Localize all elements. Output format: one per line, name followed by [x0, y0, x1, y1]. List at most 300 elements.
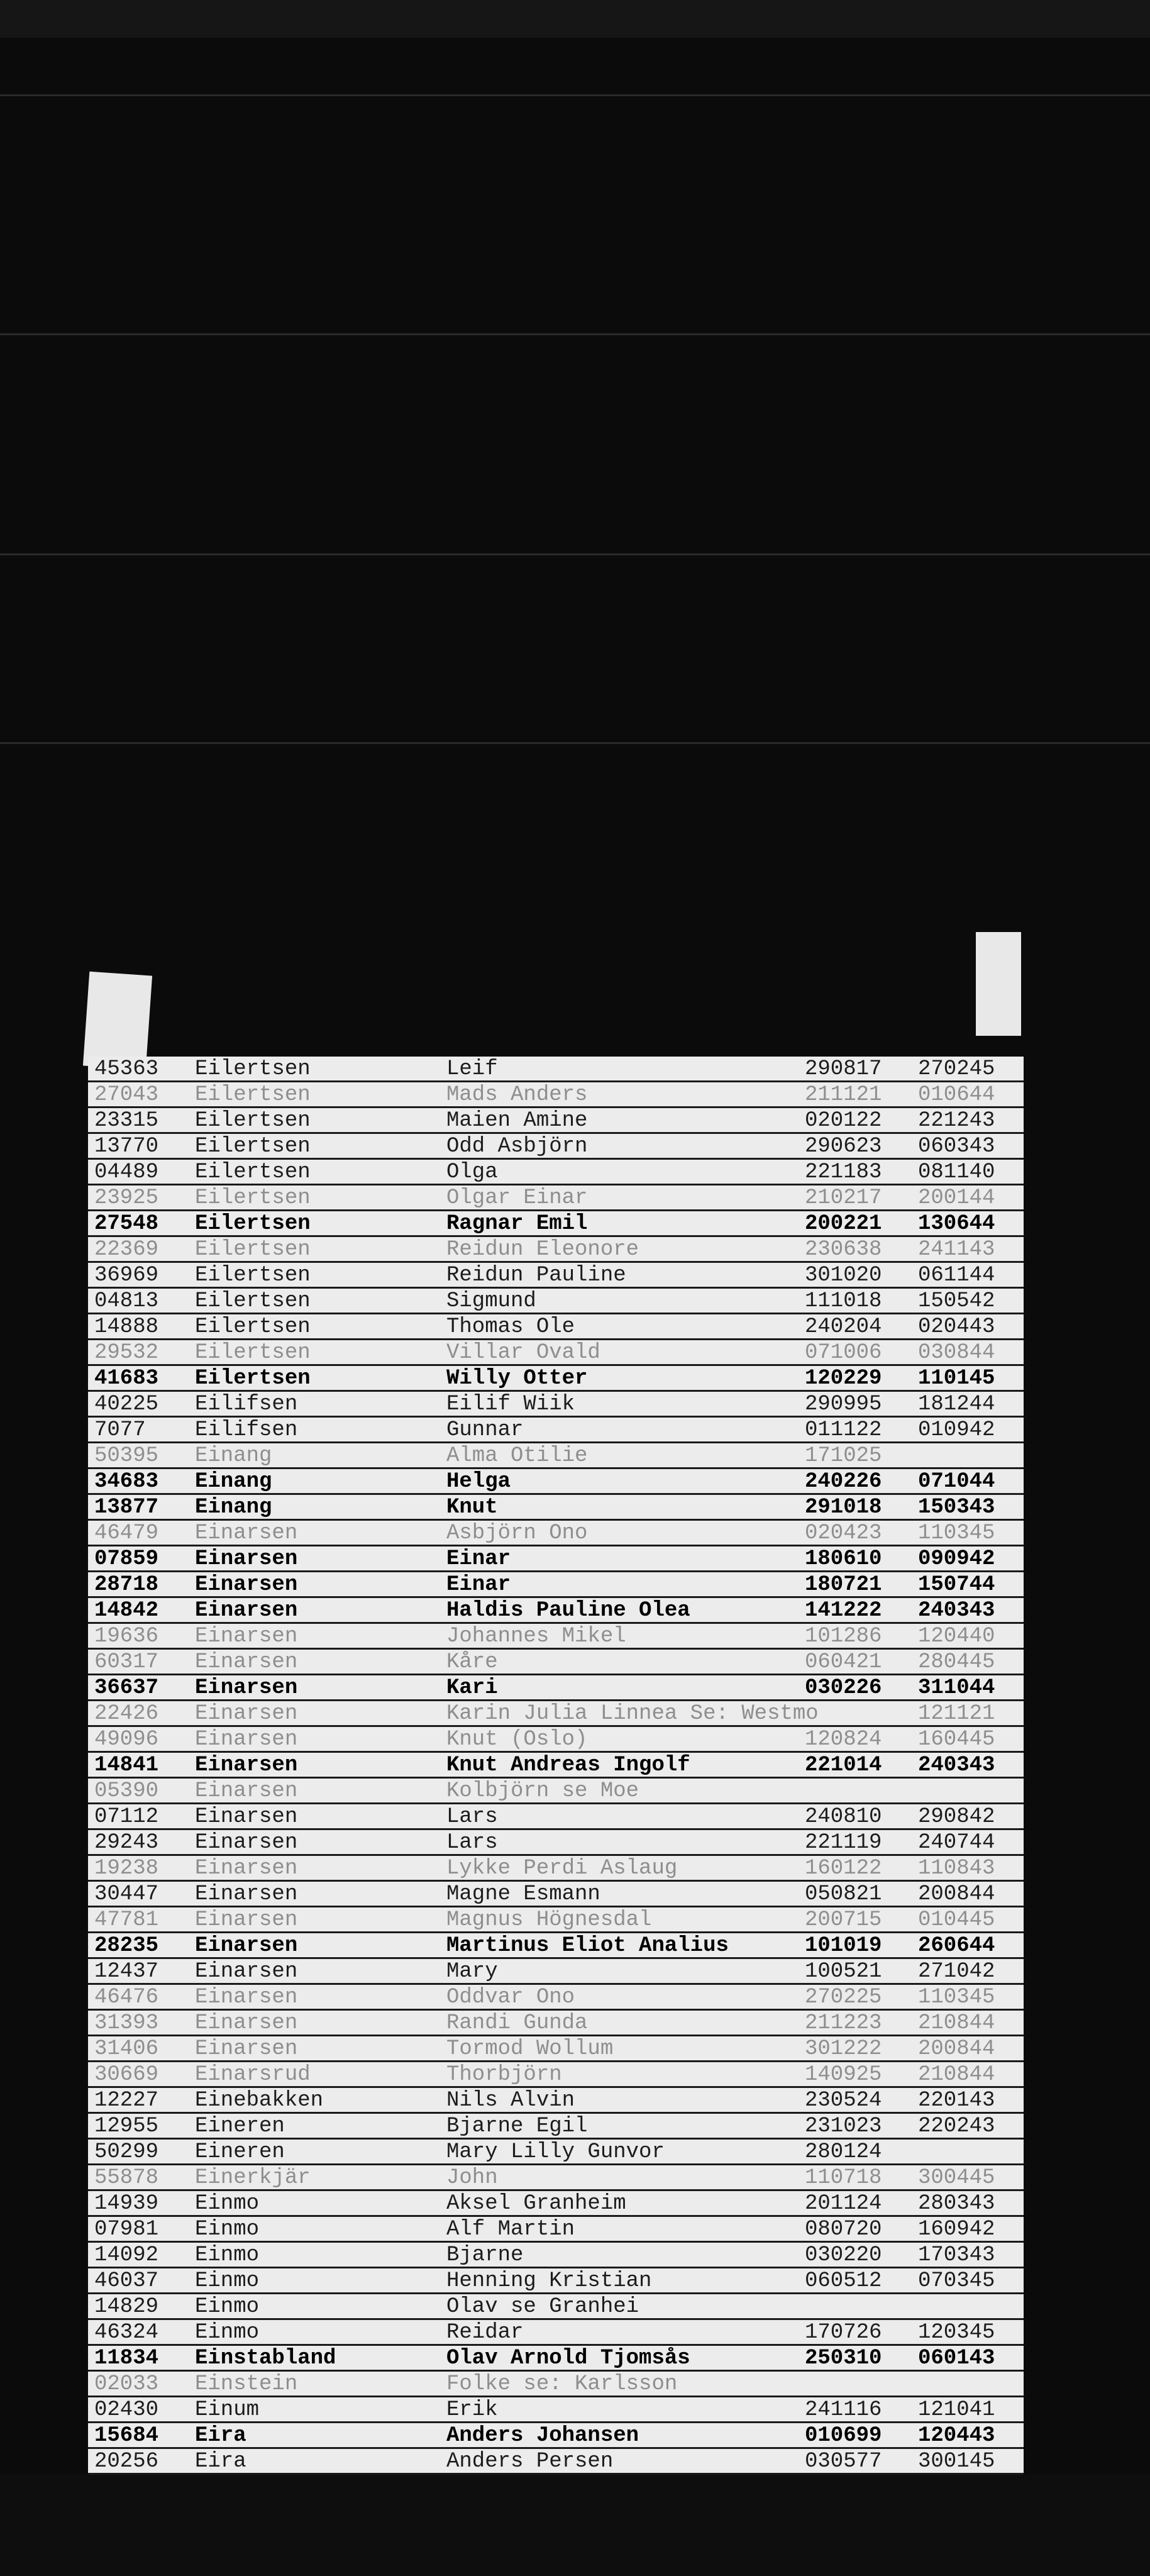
record-date-1: 011122	[805, 1418, 882, 1442]
index-card-sheet	[88, 1057, 1024, 2475]
record-id: 22369	[94, 1238, 159, 1262]
record-date-1: 211223	[805, 2011, 882, 2035]
record-date-2: 121121	[918, 1702, 995, 1726]
record-id: 23315	[94, 1109, 159, 1133]
record-id: 31393	[94, 2011, 159, 2035]
record-row	[88, 1443, 1024, 1469]
record-date-2: 070345	[918, 2269, 995, 2293]
record-date-1: 221014	[805, 1753, 882, 1777]
record-date-1: 210217	[805, 1186, 882, 1210]
record-id: 07981	[94, 2218, 159, 2241]
record-given-names: Thorbjörn	[446, 2063, 562, 2087]
record-row	[88, 1185, 1024, 1211]
record-id: 14841	[94, 1753, 159, 1777]
record-row	[88, 1985, 1024, 2011]
record-given-names: Tormod Wollum	[446, 2037, 614, 2061]
record-id: 14842	[94, 1599, 159, 1623]
record-given-names: Maien Amine	[446, 1109, 588, 1133]
record-given-names: Villar Ovald	[446, 1341, 600, 1365]
record-date-2: 150343	[918, 1496, 995, 1519]
record-given-names: Bjarne Egil	[446, 2114, 588, 2138]
record-surname: Eilertsen	[195, 1263, 311, 1287]
record-row	[88, 1366, 1024, 1392]
record-date-1: 301020	[805, 1263, 882, 1287]
record-given-names: Erik	[446, 2398, 498, 2422]
record-surname: Einarsen	[195, 1521, 298, 1545]
record-date-1: 080720	[805, 2218, 882, 2241]
record-date-1: 120229	[805, 1367, 882, 1391]
record-id: 47781	[94, 1908, 159, 1932]
record-id: 46324	[94, 2321, 159, 2345]
record-given-names: Magne Esmann	[446, 1882, 600, 1906]
record-id: 15684	[94, 2424, 159, 2448]
record-date-1: 290995	[805, 1392, 882, 1416]
record-date-2: 170343	[918, 2243, 995, 2267]
record-date-1: 240810	[805, 1805, 882, 1829]
record-given-names: Martinus Eliot Analius	[446, 1934, 729, 1958]
record-date-2: 200844	[918, 1882, 995, 1906]
record-date-2: 260644	[918, 1934, 995, 1958]
record-row	[88, 1160, 1024, 1185]
record-date-2: 311044	[918, 1676, 995, 1700]
record-date-2: 060143	[918, 2346, 995, 2370]
record-given-names: Alma Otilie	[446, 1444, 588, 1468]
record-date-2: 130644	[918, 1212, 995, 1236]
record-date-1: 230638	[805, 1238, 882, 1262]
record-surname: Eira	[195, 2450, 246, 2473]
record-date-2: 210844	[918, 2063, 995, 2087]
record-date-1: 231023	[805, 2114, 882, 2138]
record-given-names: Nils Alvin	[446, 2089, 575, 2112]
record-date-2: 010644	[918, 1083, 995, 1107]
record-row	[88, 2114, 1024, 2140]
record-date-1: 010699	[805, 2424, 882, 2448]
record-date-1: 221119	[805, 1831, 882, 1855]
record-date-1: 241116	[805, 2398, 882, 2422]
record-given-names: Magnus Högnesdal	[446, 1908, 652, 1932]
record-date-2: 181244	[918, 1392, 995, 1416]
record-date-1: 030226	[805, 1676, 882, 1700]
record-date-2: 200844	[918, 2037, 995, 2061]
record-given-names: Bjarne	[446, 2243, 524, 2267]
record-row	[88, 2165, 1024, 2191]
record-id: 12955	[94, 2114, 159, 2138]
record-surname: Eineren	[195, 2140, 285, 2164]
record-surname: Einum	[195, 2398, 260, 2422]
record-date-1: 060512	[805, 2269, 882, 2293]
record-date-2: 160942	[918, 2218, 995, 2241]
record-date-2: 061144	[918, 1263, 995, 1287]
record-row	[88, 1856, 1024, 1882]
record-surname: Eilertsen	[195, 1341, 311, 1365]
record-id: 07859	[94, 1547, 159, 1571]
record-date-1: 050821	[805, 1882, 882, 1906]
record-date-1: 200715	[805, 1908, 882, 1932]
record-row	[88, 1727, 1024, 1753]
record-row	[88, 1289, 1024, 1314]
record-surname: Einstein	[195, 2372, 298, 2396]
record-date-2: 110843	[918, 1857, 995, 1880]
scan-scratch	[0, 553, 1150, 555]
record-surname: Einstabland	[195, 2346, 336, 2370]
record-id: 02033	[94, 2372, 159, 2396]
record-date-1: 101019	[805, 1934, 882, 1958]
record-given-names: Ragnar Emil	[446, 1212, 588, 1236]
record-id: 14092	[94, 2243, 159, 2267]
record-surname: Einarsen	[195, 1805, 298, 1829]
record-row	[88, 1650, 1024, 1675]
record-surname: Einarsen	[195, 1599, 298, 1623]
record-id: 11834	[94, 2346, 159, 2370]
record-surname: Einarsrud	[195, 2063, 311, 2087]
record-date-2: 120440	[918, 1624, 995, 1648]
record-surname: Eilertsen	[195, 1057, 311, 1081]
record-given-names: Thomas Ole	[446, 1315, 575, 1339]
record-id: 55878	[94, 2166, 159, 2190]
record-row	[88, 2011, 1024, 2036]
record-row	[88, 1882, 1024, 1907]
record-id: 12437	[94, 1960, 159, 1984]
record-given-names: Lars	[446, 1831, 498, 1855]
record-given-names: Eilif Wiik	[446, 1392, 575, 1416]
record-date-1: 240226	[805, 1470, 882, 1494]
record-date-2: 150542	[918, 1289, 995, 1313]
record-surname: Einmo	[195, 2192, 260, 2216]
record-date-1: 280124	[805, 2140, 882, 2164]
record-id: 28235	[94, 1934, 159, 1958]
record-date-1: 250310	[805, 2346, 882, 2370]
record-given-names: Anders Johansen	[446, 2424, 639, 2448]
scan-scratch	[0, 742, 1150, 744]
record-date-2: 200144	[918, 1186, 995, 1210]
record-given-names: Kolbjörn se Moe	[446, 1779, 639, 1803]
record-id: 02430	[94, 2398, 159, 2422]
record-surname: Einebakken	[195, 2089, 324, 2112]
record-row	[88, 1418, 1024, 1443]
record-row	[88, 1469, 1024, 1495]
record-surname: Einarsen	[195, 1779, 298, 1803]
record-surname: Einarsen	[195, 1908, 298, 1932]
record-date-2: 120345	[918, 2321, 995, 2345]
record-surname: Einmo	[195, 2243, 260, 2267]
record-given-names: Olav se Granhei	[446, 2295, 639, 2319]
record-given-names: Leif	[446, 1057, 498, 1081]
record-id: 22426	[94, 1702, 159, 1726]
record-given-names: Knut Andreas Ingolf	[446, 1753, 690, 1777]
record-row	[88, 2036, 1024, 2062]
record-row	[88, 1263, 1024, 1289]
record-surname: Einarsen	[195, 1960, 298, 1984]
record-date-1: 020122	[805, 1109, 882, 1133]
record-row	[88, 2268, 1024, 2294]
record-date-2: 280445	[918, 1650, 995, 1674]
record-id: 07112	[94, 1805, 159, 1829]
record-id: 13770	[94, 1135, 159, 1158]
record-given-names: Knut	[446, 1496, 498, 1519]
record-date-2: 270245	[918, 1057, 995, 1081]
record-row	[88, 1701, 1024, 1727]
record-date-2: 240343	[918, 1599, 995, 1623]
record-id: 30447	[94, 1882, 159, 1906]
record-id: 13877	[94, 1496, 159, 1519]
record-given-names: Mary	[446, 1960, 498, 1984]
record-row	[88, 1907, 1024, 1933]
record-given-names: Kåre	[446, 1650, 498, 1674]
record-id: 14939	[94, 2192, 159, 2216]
record-given-names: Olgar Einar	[446, 1186, 588, 1210]
record-given-names: Reidun Eleonore	[446, 1238, 639, 1262]
record-date-1: 111018	[805, 1289, 882, 1313]
record-row	[88, 1082, 1024, 1108]
scan-scratch	[0, 94, 1150, 96]
record-id: 60317	[94, 1650, 159, 1674]
record-date-1: 211121	[805, 1083, 882, 1107]
record-given-names: Karin Julia Linnea Se: Westmo	[446, 1702, 819, 1726]
record-date-2: 121041	[918, 2398, 995, 2422]
record-date-2: 120443	[918, 2424, 995, 2448]
record-surname: Eilertsen	[195, 1083, 311, 1107]
record-row	[88, 1804, 1024, 1830]
record-given-names: Lykke Perdi Aslaug	[446, 1857, 678, 1880]
record-given-names: Folke se: Karlsson	[446, 2372, 678, 2396]
record-id: 46479	[94, 1521, 159, 1545]
record-surname: Eira	[195, 2424, 246, 2448]
record-given-names: Haldis Pauline Olea	[446, 1599, 690, 1623]
record-row	[88, 2320, 1024, 2346]
record-row	[88, 1211, 1024, 1237]
record-given-names: Helga	[446, 1470, 511, 1494]
record-given-names: Henning Kristian	[446, 2269, 652, 2293]
record-id: 29243	[94, 1831, 159, 1855]
record-date-1: 240204	[805, 1315, 882, 1339]
record-row	[88, 1572, 1024, 1598]
scan-scratch	[0, 333, 1150, 335]
record-date-2: 290842	[918, 1805, 995, 1829]
record-id: 30669	[94, 2063, 159, 2087]
record-surname: Einmo	[195, 2321, 260, 2345]
record-date-2: 300145	[918, 2450, 995, 2473]
record-id: 7077	[94, 1418, 146, 1442]
scan-bottom-edge	[0, 2475, 1150, 2576]
record-date-1: 120824	[805, 1728, 882, 1752]
record-surname: Eilertsen	[195, 1135, 311, 1158]
record-surname: Einarsen	[195, 1985, 298, 2009]
record-surname: Einarsen	[195, 1547, 298, 1571]
record-given-names: Reidar	[446, 2321, 524, 2345]
record-row	[88, 1546, 1024, 1572]
record-surname: Einarsen	[195, 2011, 298, 2035]
record-date-1: 030577	[805, 2450, 882, 2473]
scan-band-top	[0, 0, 1150, 38]
record-row	[88, 1108, 1024, 1134]
record-date-2: 030844	[918, 1341, 995, 1365]
record-given-names: Sigmund	[446, 1289, 536, 1313]
record-surname: Eilertsen	[195, 1160, 311, 1184]
record-surname: Eilertsen	[195, 1186, 311, 1210]
record-id: 41683	[94, 1367, 159, 1391]
record-date-1: 141222	[805, 1599, 882, 1623]
record-surname: Eilertsen	[195, 1289, 311, 1313]
record-date-1: 020423	[805, 1521, 882, 1545]
record-row	[88, 1753, 1024, 1779]
record-given-names: Reidun Pauline	[446, 1263, 626, 1287]
record-date-2: 300445	[918, 2166, 995, 2190]
record-surname: Eilertsen	[195, 1109, 311, 1133]
record-date-2: 010942	[918, 1418, 995, 1442]
record-surname: Eilertsen	[195, 1315, 311, 1339]
index-card-tab-left	[83, 972, 152, 1070]
record-surname: Einarsen	[195, 1934, 298, 1958]
record-date-1: 290623	[805, 1135, 882, 1158]
record-surname: Einarsen	[195, 1728, 298, 1752]
record-surname: Einmo	[195, 2269, 260, 2293]
record-id: 27548	[94, 1212, 159, 1236]
record-id: 46037	[94, 2269, 159, 2293]
record-given-names: Asbjörn Ono	[446, 1521, 588, 1545]
record-date-1: 180721	[805, 1573, 882, 1597]
record-date-1: 060421	[805, 1650, 882, 1674]
record-date-1: 301222	[805, 2037, 882, 2061]
record-surname: Eilifsen	[195, 1392, 298, 1416]
record-row	[88, 2372, 1024, 2397]
record-surname: Einarsen	[195, 1857, 298, 1880]
record-given-names: Mads Anders	[446, 1083, 588, 1107]
record-id: 40225	[94, 1392, 159, 1416]
record-given-names: Odd Asbjörn	[446, 1135, 588, 1158]
record-surname: Einarsen	[195, 2037, 298, 2061]
record-date-1: 230524	[805, 2089, 882, 2112]
record-row	[88, 1340, 1024, 1366]
record-given-names: Knut (Oslo)	[446, 1728, 588, 1752]
record-date-2: 240744	[918, 1831, 995, 1855]
record-row	[88, 1521, 1024, 1546]
record-id: 05390	[94, 1779, 159, 1803]
record-id: 19636	[94, 1624, 159, 1648]
record-surname: Eilifsen	[195, 1418, 298, 1442]
record-id: 36637	[94, 1676, 159, 1700]
record-date-2: 241143	[918, 1238, 995, 1262]
record-given-names: Einar	[446, 1573, 511, 1597]
record-surname: Einarsen	[195, 1573, 298, 1597]
record-date-1: 170726	[805, 2321, 882, 2345]
record-given-names: John	[446, 2166, 498, 2190]
record-given-names: Johannes Mikel	[446, 1624, 626, 1648]
record-row	[88, 2346, 1024, 2372]
record-row	[88, 1830, 1024, 1856]
record-row	[88, 1237, 1024, 1263]
record-id: 19238	[94, 1857, 159, 1880]
record-row	[88, 1057, 1024, 1082]
record-date-2: 271042	[918, 1960, 995, 1984]
record-given-names: Alf Martin	[446, 2218, 575, 2241]
record-surname: Einang	[195, 1496, 272, 1519]
record-surname: Eilertsen	[195, 1238, 311, 1262]
record-given-names: Einar	[446, 1547, 511, 1571]
record-row	[88, 2062, 1024, 2088]
record-date-2: 210844	[918, 2011, 995, 2035]
record-surname: Einmo	[195, 2218, 260, 2241]
record-id: 31406	[94, 2037, 159, 2061]
record-row	[88, 1392, 1024, 1418]
record-date-2: 020443	[918, 1315, 995, 1339]
record-id: 28718	[94, 1573, 159, 1597]
record-date-1: 291018	[805, 1496, 882, 1519]
record-date-2: 071044	[918, 1470, 995, 1494]
record-date-2: 150744	[918, 1573, 995, 1597]
record-given-names: Kari	[446, 1676, 498, 1700]
record-id: 12227	[94, 2089, 159, 2112]
record-row	[88, 1933, 1024, 1959]
record-surname: Einmo	[195, 2295, 260, 2319]
record-surname: Einang	[195, 1444, 272, 1468]
record-id: 20256	[94, 2450, 159, 2473]
record-row	[88, 2294, 1024, 2320]
record-given-names: Lars	[446, 1805, 498, 1829]
record-date-1: 100521	[805, 1960, 882, 1984]
record-date-1: 221183	[805, 1160, 882, 1184]
record-date-1: 030220	[805, 2243, 882, 2267]
record-surname: Eilertsen	[195, 1367, 311, 1391]
record-given-names: Olav Arnold Tjomsås	[446, 2346, 690, 2370]
record-row	[88, 2243, 1024, 2268]
record-date-1: 140925	[805, 2063, 882, 2087]
record-row	[88, 1314, 1024, 1340]
record-date-1: 200221	[805, 1212, 882, 1236]
record-surname: Einarsen	[195, 1753, 298, 1777]
record-id: 14888	[94, 1315, 159, 1339]
record-date-1: 110718	[805, 2166, 882, 2190]
record-given-names: Anders Persen	[446, 2450, 614, 2473]
record-surname: Eineren	[195, 2114, 285, 2138]
record-date-2: 081140	[918, 1160, 995, 1184]
record-date-2: 221243	[918, 1109, 995, 1133]
record-id: 36969	[94, 1263, 159, 1287]
record-date-2: 010445	[918, 1908, 995, 1932]
record-surname: Einarsen	[195, 1831, 298, 1855]
record-date-2: 240343	[918, 1753, 995, 1777]
record-surname: Einarsen	[195, 1676, 298, 1700]
record-id: 46476	[94, 1985, 159, 2009]
record-row	[88, 2423, 1024, 2449]
record-date-1: 071006	[805, 1341, 882, 1365]
record-date-2: 110145	[918, 1367, 995, 1391]
record-id: 34683	[94, 1470, 159, 1494]
index-card-tab-right	[976, 932, 1021, 1036]
record-date-1: 290817	[805, 1057, 882, 1081]
record-date-2: 090942	[918, 1547, 995, 1571]
record-date-1: 270225	[805, 1985, 882, 2009]
record-date-1: 160122	[805, 1857, 882, 1880]
record-id: 49096	[94, 1728, 159, 1752]
record-id: 23925	[94, 1186, 159, 1210]
record-given-names: Randi Gunda	[446, 2011, 588, 2035]
record-row	[88, 2191, 1024, 2217]
record-date-2: 110345	[918, 1521, 995, 1545]
record-row	[88, 1134, 1024, 1160]
record-row	[88, 2449, 1024, 2475]
record-given-names: Oddvar Ono	[446, 1985, 575, 2009]
record-row	[88, 2217, 1024, 2243]
record-surname: Einarsen	[195, 1882, 298, 1906]
record-surname: Einarsen	[195, 1650, 298, 1674]
record-given-names: Olga	[446, 1160, 498, 1184]
record-row	[88, 1495, 1024, 1521]
record-id: 04813	[94, 1289, 159, 1313]
record-surname: Einerkjär	[195, 2166, 311, 2190]
record-surname: Eilertsen	[195, 1212, 311, 1236]
record-id: 50395	[94, 1444, 159, 1468]
record-row	[88, 2088, 1024, 2114]
